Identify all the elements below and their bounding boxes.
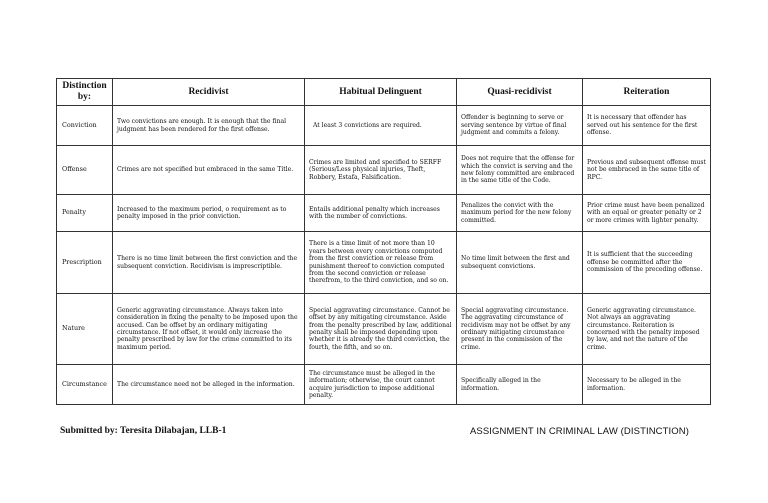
row-label: Offense [57,146,113,195]
row-label: Penalty [57,195,113,232]
cell-recidivist: The circumstance need not be alleged in the information. [113,365,305,405]
cell-quasi: Penalizes the convict with the maximum period for the new felony committed. [457,195,583,232]
submitted-by: Submitted by: Teresita Dilabajan, LLB-1 [60,426,227,436]
row-label: Circumstance [57,365,113,405]
cell-quasi: No time limit between the first and subsequent convictions. [457,232,583,294]
header-reiteration: Reiteration [583,79,711,106]
row-label: Prescription [57,232,113,294]
row-nature [57,294,711,365]
row-penalty [57,195,711,232]
cell-habitual: The circumstance must be alleged in the information; otherwise, the court cannot acquire jurisdiction to impose additional penalty. [305,365,457,405]
header-row [57,79,711,106]
header-recidivist: Recidivist [113,79,305,106]
distinction-table [56,78,711,405]
cell-habitual: At least 3 convictions are required. [305,106,457,146]
row-offense [57,146,711,195]
cell-recidivist: Crimes are not specified but embraced in the same Title. [113,146,305,195]
cell-habitual: Entails additional penalty which increases with the number of convictions. [305,195,457,232]
assignment-title: ASSIGNMENT IN CRIMINAL LAW (DISTINCTION) [470,426,689,437]
header-distinction: Distinction by: [57,79,113,106]
cell-reiteration: Previous and subsequent offense must not be embraced in the same title of RPC. [583,146,711,195]
cell-reiteration: It is necessary that offender has served out his sentence for the first offense. [583,106,711,146]
row-label: Nature [57,294,113,365]
cell-recidivist: Generic aggravating circumstance. Always taken into consideration in fixing the penalty to be imposed upon the accused. Can be offset by an ordinary mitigating circumstance. If not offset, it would only increase the penalty prescribed by law for the crime committed to its maximum period. [113,294,305,365]
header-habitual-delinquent: Habitual Delinguent [305,79,457,106]
cell-quasi: Does not require that the offense for which the convict is serving and the new felony committed are embraced in the same title of the Code. [457,146,583,195]
cell-reiteration: Necessary to be alleged in the information. [583,365,711,405]
cell-quasi: Specifically alleged in the information. [457,365,583,405]
cell-reiteration: It is sufficient that the succeeding offense be committed after the commission of the preceding offense. [583,232,711,294]
row-prescription [57,232,711,294]
header-quasi-recidivist: Quasi-recidivist [457,79,583,106]
cell-recidivist: There is no time limit between the first conviction and the subsequent conviction. Recidivism is imprescriptible. [113,232,305,294]
row-label: Conviction [57,106,113,146]
cell-habitual: Crimes are limited and specified to SERFF (Serious/Less physical injuries, Theft, Robbery, Estafa, Falsification. [305,146,457,195]
row-circumstance [57,365,711,405]
cell-recidivist: Increased to the maximum period, o requirement as to penalty imposed in the prior conviction. [113,195,305,232]
row-conviction [57,106,711,146]
cell-habitual: Special aggravating circumstance. Cannot be offset by any mitigating circumstance. Aside from the penalty prescribed by law, additional penalty shall be imposed depending upon whether it is already the third conviction, the fourth, the fifth, and so on. [305,294,457,365]
cell-quasi: Offender is beginning to serve or serving sentence by virtue of final judgment and commits a felony. [457,106,583,146]
cell-habitual: There is a time limit of not more than 10 years between every convictions computed from the first conviction or release from punishment thereof to conviction computed from the second conviction or release therefrom, to the third conviction, and so on. [305,232,457,294]
cell-reiteration: Prior crime must have been penalized with an equal or greater penalty or 2 or more crimes with lighter penalty. [583,195,711,232]
cell-recidivist: Two convictions are enough. It is enough that the final judgment has been rendered for the first offense. [113,106,305,146]
cell-reiteration: Generic aggravating circumstance. Not always an aggravating circumstance. Reiteration is concerned with the penalty imposed by law, and not the nature of the crime. [583,294,711,365]
cell-quasi: Special aggravating circumstance. The aggravating circumstance of recidivism may not be offset by any ordinary mitigating circumstance present in the commission of the crime. [457,294,583,365]
